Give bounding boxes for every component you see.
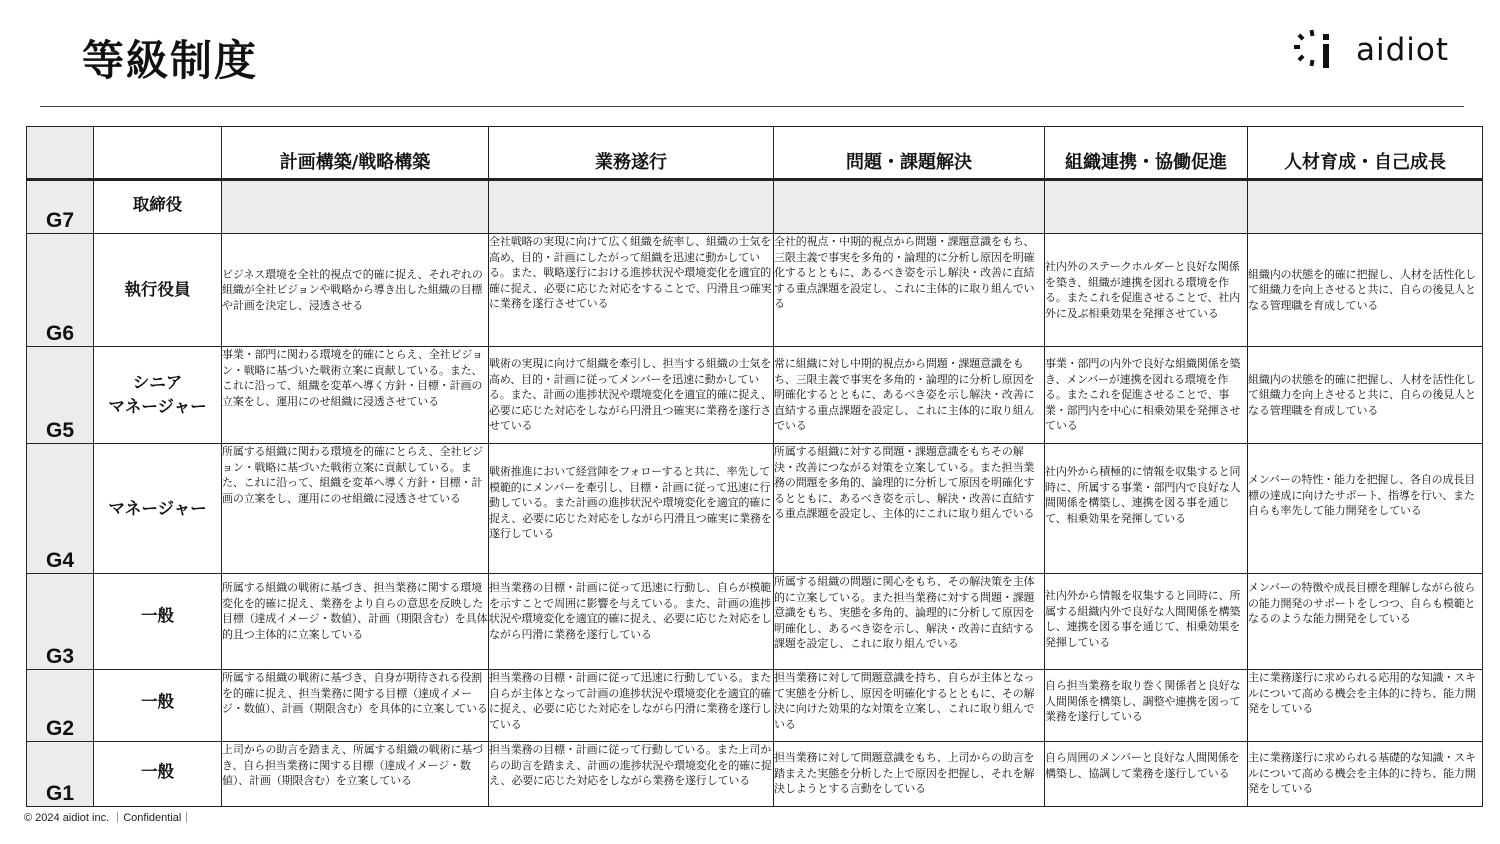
problem-solving-cell: 所属する組織の問題に関心をもち、その解決策を主体的に立案している。また担当業務に対する問題・課題意識をもち、実態を多角的、論理的に分析して原因を明確化し、あるべき姿を示し、解決・改善に直結する課題を設定し、これに取り組んでいる: [774, 574, 1045, 670]
header-role: [94, 127, 222, 180]
planning-cell: 所属する組織の戦術に基づき、自身が期待される役割を的確に捉え、担当業務に関する目標（達成イメージ・数値）、計画（期限含む）を具体的に立案している: [222, 670, 489, 742]
grade-label: G2: [27, 670, 94, 742]
role-label: 一般: [94, 670, 222, 742]
execution-cell: 担当業務の目標・計画に従って行動している。また上司からの助言を踏まえ、計画の進捗状況や環境変化を的確に捉え、必要に応じた対応をしながら業務を遂行している: [489, 742, 774, 807]
collaboration-cell: [1045, 180, 1248, 234]
problem-solving-cell: 所属する組織に対する問題・課題意識をもちその解決・改善につながる対策を立案している。また担当業務の問題を多角的、論理的に分析して原因を明確化するとともに、あるべき姿を示し、解決・改善に直結する重点課題を設定し、主体的にこれに取り組んでいる: [774, 444, 1045, 574]
planning-cell: [222, 180, 489, 234]
page-title: 等級制度: [82, 36, 259, 85]
problem-solving-cell: 担当業務に対して問題意識をもち、上司からの助言を踏まえた実態を分析した上で原因を把握し、それを解決しようとする言動をしている: [774, 742, 1045, 807]
brand-name: aidiot: [1356, 32, 1450, 68]
grade-label: G7: [27, 180, 94, 234]
development-cell: メンバーの特徴や成長目標を理解しながら彼らの能力開発のサポートをしつつ、自らも模範となるのような能力開発をしている: [1248, 574, 1483, 670]
problem-solving-cell: 常に組織に対し中期的視点から問題・課題意識をもち、三限主義で事実を多角的・論理的に分析し原因を明確化するとともに、あるべき姿を示し解決・改善に直結する重点課題を設定し、これに主体的に取り組んでいる: [774, 347, 1045, 444]
grade-label: G1: [27, 742, 94, 807]
planning-cell: 事業・部門に関わる環境を的確にとらえ、全社ビジョン・戦略に基づいた戦術立案に貢献している。また、これに沿って、組織を変革へ導く方針・目標・計画の立案をし、運用にのせ組織に浸透させている: [222, 347, 489, 444]
table-row: [27, 742, 1483, 807]
development-cell: 組織内の状態を的確に把握し、人材を活性化して組織力を向上させると共に、自らの後見人となる管理職を育成している: [1248, 234, 1483, 347]
development-cell: [1248, 180, 1483, 234]
grade-label: G6: [27, 234, 94, 347]
role-label: 取締役: [94, 180, 222, 234]
planning-cell: 所属する組織に関わる環境を的確にとらえ、全社ビジョン・戦略に基づいた戦術立案に貢献している。また、これに沿って、組織を変革へ導く方針・目標・計画の立案をし、運用にのせ組織に浸透させている: [222, 444, 489, 574]
grade-table: [26, 126, 1483, 807]
header-planning: 計画構築/戦略構築: [222, 127, 489, 180]
execution-cell: 担当業務の目標・計画に従って迅速に行動し、自らが模範を示すことで周囲に影響を与えている。また、計画の進捗状況や環境変化を適宜的確に捉え、必要に応じた対応をしながら円滑に業務を遂行している: [489, 574, 774, 670]
execution-cell: [489, 180, 774, 234]
header-collaboration: 組織連携・協働促進: [1045, 127, 1248, 180]
collaboration-cell: 社内外のステークホルダーと良好な関係を築き、組織が連携を図れる環境を作る。またこれを促進させることで、社内外に及ぶ相乗効果を発揮させている: [1045, 234, 1248, 347]
table-row: [27, 444, 1483, 574]
execution-cell: 戦術の実現に向けて組織を牽引し、担当する組織の士気を高め、目的・計画に従ってメンバーを迅速に動かしている。また、計画の進捗状況や環境変化を適宜的確に捉え、必要に応じた対応をしながら円滑且つ確実に業務を遂行させている: [489, 347, 774, 444]
aidiot-logo-icon: [1290, 28, 1350, 72]
header-problem-solving: 問題・課題解決: [774, 127, 1045, 180]
development-cell: メンバーの特性・能力を把握し、各自の成長目標の達成に向けたサポート、指導を行い、また自らも率先して能力開発をしている: [1248, 444, 1483, 574]
title-divider: [40, 106, 1464, 107]
header-execution: 業務遂行: [489, 127, 774, 180]
development-cell: 主に業務遂行に求められる基礎的な知識・スキルについて高める機会を主体的に持ち、能力開発をしている: [1248, 742, 1483, 807]
role-label: シニア マネージャー: [94, 347, 222, 444]
table-row: [27, 670, 1483, 742]
brand-logo: [1290, 28, 1470, 72]
development-cell: 組織内の状態を的確に把握し、人材を活性化して組織力を向上させると共に、自らの後見人となる管理職を育成している: [1248, 347, 1483, 444]
collaboration-cell: 事業・部門の内外で良好な組織関係を築き、メンバーが連携を図れる環境を作る。またこれを促進させることで、事業・部門内を中心に相乗効果を発揮させている: [1045, 347, 1248, 444]
collaboration-cell: 自ら周囲のメンバーと良好な人間関係を構築し、協調して業務を遂行している: [1045, 742, 1248, 807]
grade-label: G3: [27, 574, 94, 670]
grade-label: G4: [27, 444, 94, 574]
header-development: 人材育成・自己成長: [1248, 127, 1483, 180]
header-grade: [27, 127, 94, 180]
execution-cell: 担当業務の目標・計画に従って迅速に行動している。また自らが主体となって計画の進捗状況や環境変化を適宜的確に捉え、必要に応じた対応をしながら円滑に業務を遂行している: [489, 670, 774, 742]
execution-cell: 全社戦略の実現に向けて広く組織を統率し、組織の士気を高め、目的・計画にしたがって組織を迅速に動かしている。また、戦略遂行における進捗状況や環境変化を適宜的確に捉え、必要に応じた対応をすることで、円滑且つ確実に業務を遂行させている: [489, 234, 774, 347]
collaboration-cell: 社内外から積極的に情報を収集すると同時に、所属する事業・部門内で良好な人間関係を構築し、連携を図る事を通じて、相乗効果を発揮している: [1045, 444, 1248, 574]
planning-cell: 上司からの助言を踏まえ、所属する組織の戦術に基づき、自ら担当業務に関する目標（達成イメージ・数値）、計画（期限含む）を立案している: [222, 742, 489, 807]
role-label: マネージャー: [94, 444, 222, 574]
table-header-row: [27, 127, 1483, 180]
role-label: 一般: [94, 574, 222, 670]
planning-cell: 所属する組織の戦術に基づき、担当業務に関する環境変化を的確に捉え、業務をより自らの意思を反映した目標（達成イメージ・数値）、計画（期限含む）を具体的且つ主体的に立案している: [222, 574, 489, 670]
table-row: [27, 347, 1483, 444]
execution-cell: 戦術推進において経営陣をフォローすると共に、率先して模範的にメンバーを牽引し、目標・計画に従って迅速に行動している。また計画の進捗状況や環境変化を適宜的確に捉え、必要に応じた対応をしながら円滑且つ確実に業務を遂行している: [489, 444, 774, 574]
role-label: 執行役員: [94, 234, 222, 347]
table-row: [27, 180, 1483, 234]
table-row: [27, 234, 1483, 347]
table-row: [27, 574, 1483, 670]
problem-solving-cell: 担当業務に対して問題意識を持ち、自らが主体となって実態を分析し、原因を明確化するとともに、その解決に向けた効果的な対策を立案し、これに取り組んでいる: [774, 670, 1045, 742]
footer-copyright: © 2024 aidiot inc. ｜Confidential｜: [24, 812, 193, 824]
problem-solving-cell: 全社的視点・中期的視点から問題・課題意識をもち、三限主義で事実を多角的・論理的に分析し原因を明確化するとともに、あるべき姿を示し解決・改善に直結する重点課題を設定し、これに主体的に取り組んでいる: [774, 234, 1045, 347]
grade-label: G5: [27, 347, 94, 444]
problem-solving-cell: [774, 180, 1045, 234]
planning-cell: ビジネス環境を全社的視点で的確に捉え、それぞれの組織が全社ビジョンや戦略から導き出した組織の目標や計画を決定し、浸透させる: [222, 234, 489, 347]
collaboration-cell: 自ら担当業務を取り巻く関係者と良好な人間関係を構築し、調整や連携を図って業務を遂行している: [1045, 670, 1248, 742]
development-cell: 主に業務遂行に求められる応用的な知識・スキルについて高める機会を主体的に持ち、能力開発をしている: [1248, 670, 1483, 742]
collaboration-cell: 社内外から情報を収集すると同時に、所属する組織内外で良好な人間関係を構築し、連携を図る事を通じて、相乗効果を発揮している: [1045, 574, 1248, 670]
role-label: 一般: [94, 742, 222, 807]
